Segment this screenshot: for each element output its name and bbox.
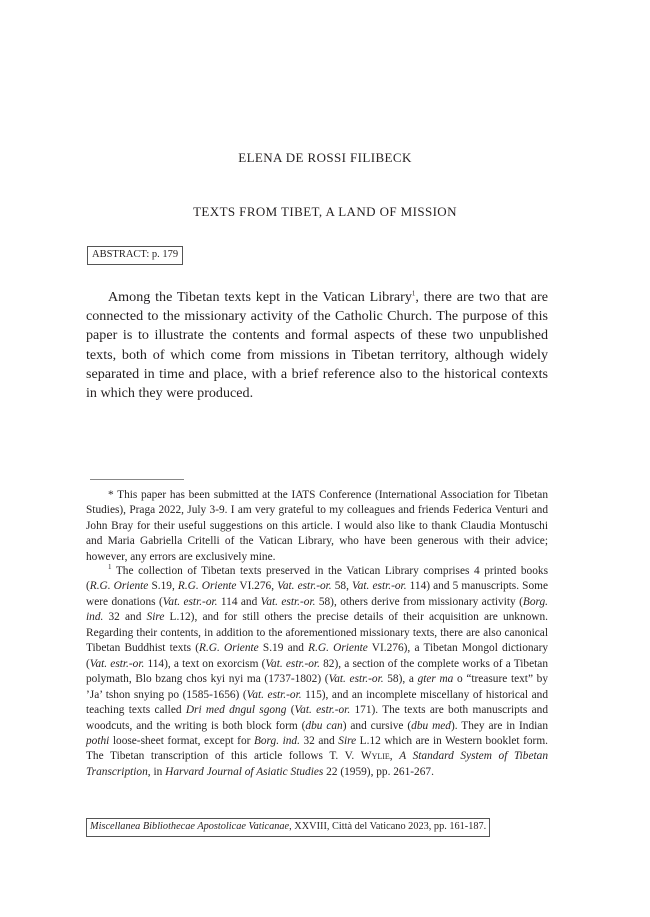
footnote-separator: [90, 479, 184, 480]
footnote-marker[interactable]: 1: [411, 289, 416, 298]
article-title: TEXTS FROM TIBET, A LAND OF MISSION: [193, 204, 457, 219]
footnote-acknowledgement: * This paper has been submitted at the IATS Conference (International Association for Tibetan Studies), Praga 2022, July 3-9. I am very grateful to my colleagues and friends Federica Venturi and John Bray for their useful suggestions on this article. I would also like to thank Claudia Montuschi and Maria Gabriella Critelli of the Vatican Library, who have been generous with their advice; however, any errors are exclusively mine.: [86, 489, 548, 563]
footnote-number: 1: [108, 563, 112, 572]
footnote-1: $^1$ The collection of Tibetan texts preserved in the Vatican Library comprises 4 printed books (R.G. Oriente S.19, R.G. Oriente VI.276, Vat. estr.-or. 58, Vat. estr.-or. 114) and 5 manuscripts. Some were donations (Vat. estr.-or. 114 and Vat. estr.-or. 58), others derive from missionary activity (Borg. ind. 32 and Sire L.12), and for still others the precise details of their acquisition are unknown. Regarding their contents, in addition to the aforementioned missionary texts, there are also canonical Tibetan Buddhist texts (R.G. Oriente S.19 and R.G. Oriente VI.276), a Tibetan Mongol dictionary (Vat. estr.-or. 114), a text on exorcism (Vat. estr.-or. 82), a section of the complete works of a Tibetan polymath, Blo bzang chos kyi nyi ma (1737-1802) (Vat. estr.-or. 58), a gter ma o “treasure text” by ’Ja’ tshon snying po (1585-1656) (Vat. estr.-or. 115), and an incomplete miscellany of historical and teaching texts called Dri med dngul sgong (Vat. estr.-or. 171). The texts are both manuscripts and woodcuts, and the writing is both block form (dbu can) and cursive (dbu med). They are in Indian pothi loose-sheet format, except for Borg. ind. 32 and Sire L.12 which are in Western booklet form. The Tibetan transcription of this article follows T. V. Wylie, A Standard System of Tibetan Transcription, in Harvard Journal of Asiatic Studies 22 (1959), pp. 261-267.: [86, 563, 549, 778]
journal-citation: Miscellanea Bibliothecae Apostolicae Vaticanae, XXVIII, Città del Vaticano 2023, pp. 161-187.: [86, 818, 490, 837]
author-name: ELENA DE ROSSI FILIBECK: [238, 150, 412, 165]
abstract-page-reference: ABSTRACT: p. 179: [87, 246, 183, 265]
abstract-paragraph: Among the Tibetan texts kept in the Vatican Library$^1$, there are two that are connected to the missionary activity of the Catholic Church. The purpose of this paper is to illustrate the contents and formal aspects of these two unpublished texts, both of which come from missions in Tibetan territory, although widely separated in time and place, with a brief reference also to the historical contexts in which they were produced.: [86, 289, 548, 402]
